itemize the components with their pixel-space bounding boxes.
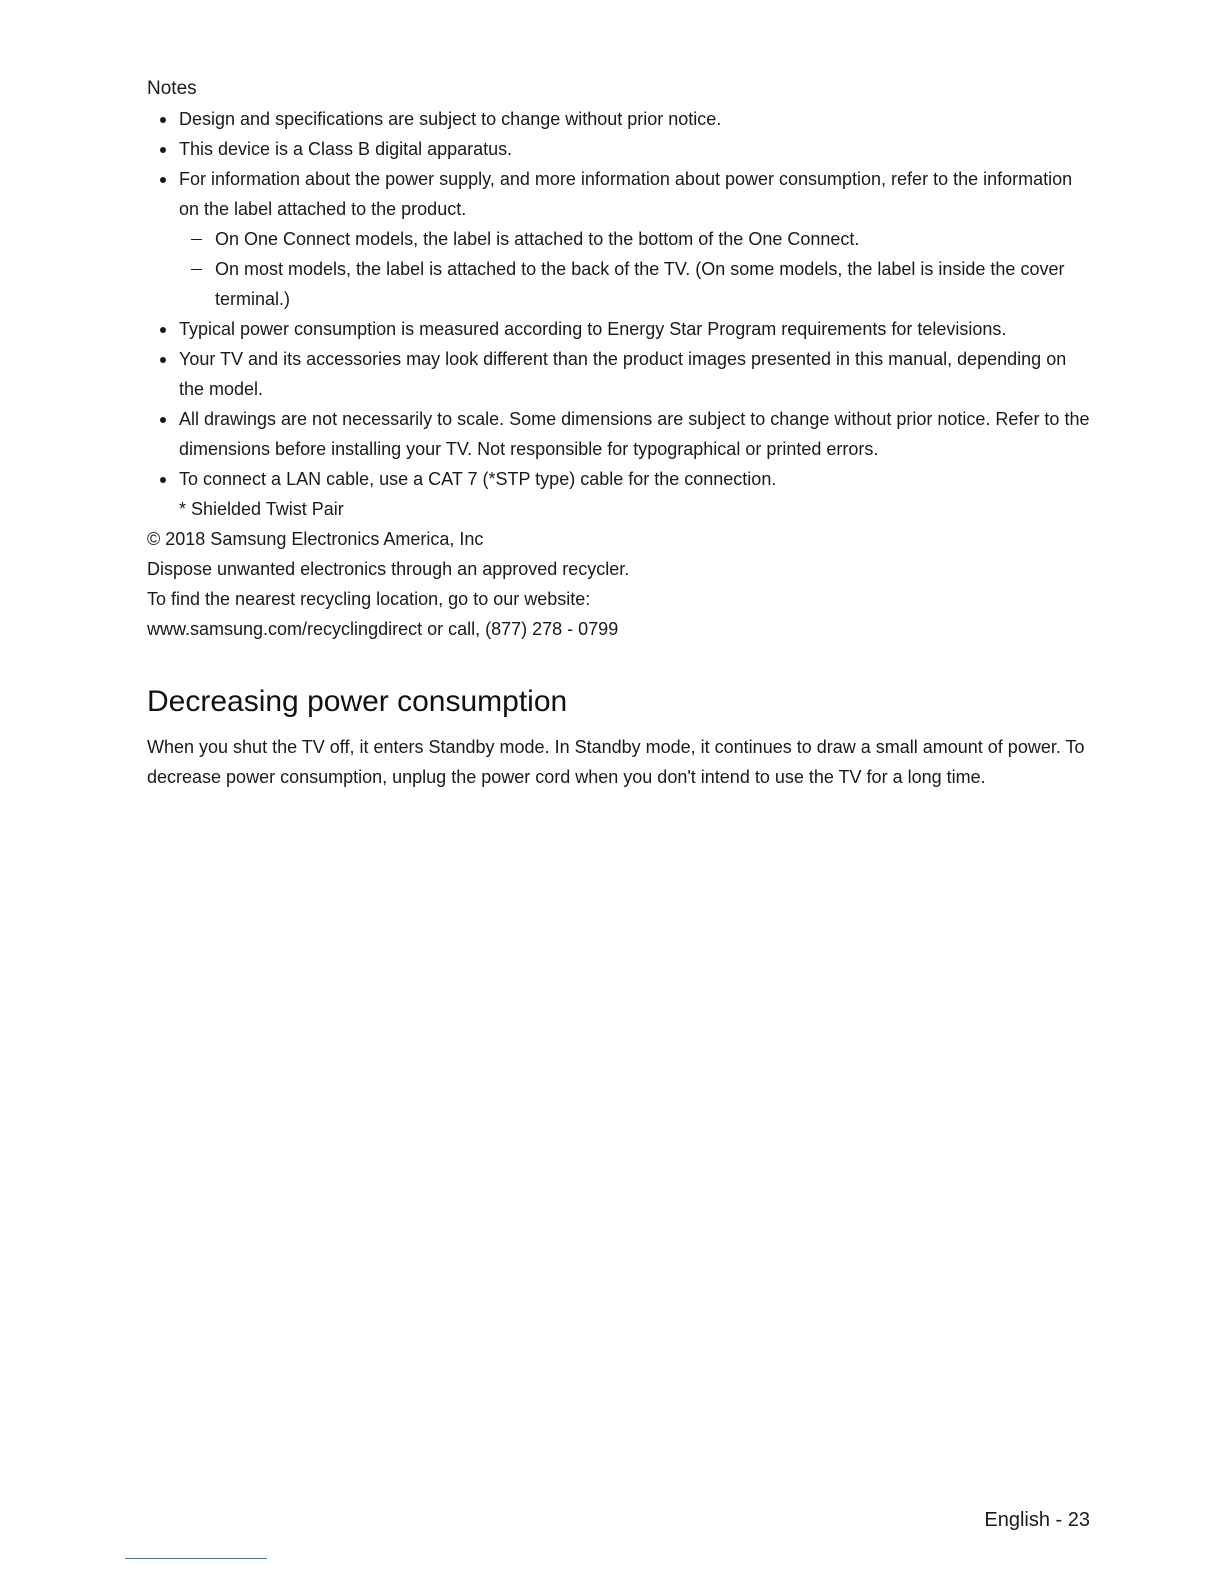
dispose-line: Dispose unwanted electronics through an approved recycler. xyxy=(147,559,630,579)
bottom-divider xyxy=(125,1558,267,1559)
note-subitem xyxy=(179,224,1092,254)
note-item xyxy=(147,404,1092,464)
notes-list xyxy=(147,104,1092,524)
note-subitem-text: On most models, the label is attached to the back of the TV. (On some models, the label is inside the cover terminal.) xyxy=(215,259,1065,309)
note-item xyxy=(147,134,1092,164)
note-text: For information about the power supply, and more information about power consumption, refer to the information on the label attached to the product. xyxy=(179,169,1073,219)
note-text: Typical power consumption is measured according to Energy Star Program requirements for televisions. xyxy=(179,319,1007,339)
note-text: To connect a LAN cable, use a CAT 7 (*STP type) cable for the connection. xyxy=(179,469,777,489)
note-subitem-text: On One Connect models, the label is attached to the bottom of the One Connect. xyxy=(215,229,860,249)
note-item xyxy=(147,104,1092,134)
notes-heading: Notes xyxy=(147,78,197,99)
note-item xyxy=(147,464,1092,524)
note-item xyxy=(147,314,1092,344)
note-footnote: * Shielded Twist Pair xyxy=(179,499,344,519)
page-content xyxy=(147,74,1092,792)
recycling-find-line: To find the nearest recycling location, go to our website: xyxy=(147,589,591,609)
note-item xyxy=(147,164,1092,314)
note-text: Design and specifications are subject to change without prior notice. xyxy=(179,109,722,129)
copyright-line: © 2018 Samsung Electronics America, Inc xyxy=(147,529,484,549)
note-subitem xyxy=(179,254,1092,314)
note-text: This device is a Class B digital apparatus. xyxy=(179,139,513,159)
page-number: English - 23 xyxy=(984,1509,1090,1531)
note-text: Your TV and its accessories may look different than the product images presented in this manual, depending on the model. xyxy=(179,349,1067,399)
note-item xyxy=(147,344,1092,404)
recycling-website-line: www.samsung.com/recyclingdirect or call, (877) 278 - 0799 xyxy=(147,619,619,639)
note-sublist xyxy=(179,224,1092,314)
section-body: When you shut the TV off, it enters Standby mode. In Standby mode, it continues to draw a small amount of power. To decrease power consumption, unplug the power cord when you don't intend to use the TV for a long time. xyxy=(147,737,1085,787)
note-text: All drawings are not necessarily to scale. Some dimensions are subject to change without prior notice. Refer to the dimensions before installing your TV. Not responsible for typographical or printed errors. xyxy=(179,409,1090,459)
section-title: Decreasing power consumption xyxy=(147,685,568,718)
